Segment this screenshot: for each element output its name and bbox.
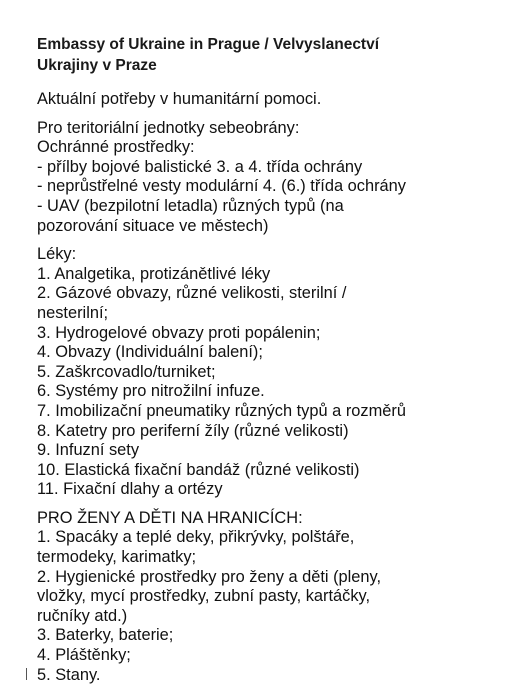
women-children-paragraph (37, 509, 497, 685)
text-line: nesterilní; (37, 303, 109, 322)
text-line: 1. Spacáky a teplé deky, přikrývky, polštáře, (37, 528, 355, 547)
text-line: pozorování situace ve městech) (37, 216, 269, 235)
self-defense-paragraph (37, 119, 497, 237)
author-line: Ukrajiny v Praze (37, 57, 157, 74)
text-line: - přílby bojové balistické 3. a 4. třída ochrány (37, 157, 363, 176)
text-line: 8. Katetry pro periferní žíly (různé velikosti) (37, 421, 349, 440)
text-line: 3. Baterky, baterie; (37, 626, 174, 645)
post-body (37, 90, 497, 685)
post (37, 34, 497, 694)
text-cursor (26, 668, 27, 680)
text-line: ručníky atd.) (37, 606, 128, 625)
text-line: Pro teritoriální jednotky sebeobrány: (37, 118, 300, 137)
author-line: Embassy of Ukraine in Prague / Velvyslanectví (37, 36, 380, 53)
text-line: 1. Analgetika, protizánětlivé léky (37, 264, 271, 283)
text-line: 5. Stany. (37, 665, 101, 684)
text-line: 7. Imobilizační pneumatiky různých typů a rozměrů (37, 401, 406, 420)
text-line: termodeky, karimatky; (37, 548, 197, 567)
post-author[interactable] (37, 34, 497, 76)
text-line: - UAV (bezpilotní letadla) různých typů (na (37, 196, 344, 215)
text-line: 3. Hydrogelové obvazy proti popálenin; (37, 323, 321, 342)
intro-paragraph (37, 90, 497, 110)
text-line: vložky, mycí prostředky, zubní pasty, kartáčky, (37, 587, 371, 606)
text-line: 5. Zaškrcovadlo/turniket; (37, 362, 216, 381)
text-line: 11. Fixační dlahy a ortézy (37, 480, 223, 499)
text-line: 2. Hygienické prostředky pro ženy a děti (pleny, (37, 567, 382, 586)
text-line: 2. Gázové obvazy, různé velikosti, sterilní / (37, 284, 347, 303)
text-line: - neprůstřelné vesty modulární 4. (6.) třída ochrány (37, 177, 406, 196)
text-line: 4. Obvazy (Individuální balení); (37, 343, 263, 362)
text-line: 6. Systémy pro nitrožilní infuze. (37, 382, 265, 401)
text-line: Léky: (37, 245, 77, 264)
text-line: 4. Pláštěnky; (37, 646, 131, 665)
medicine-paragraph (37, 245, 497, 500)
text-line: Aktuální potřeby v humanitární pomoci. (37, 90, 322, 108)
text-line: Ochránné prostředky: (37, 138, 195, 157)
text-line: 10. Elastická fixační bandáž (různé velikosti) (37, 460, 360, 479)
text-line: PRO ŽENY A DĚTI NA HRANICÍCH: (37, 508, 303, 527)
text-line: 9. Infuzní sety (37, 441, 140, 460)
